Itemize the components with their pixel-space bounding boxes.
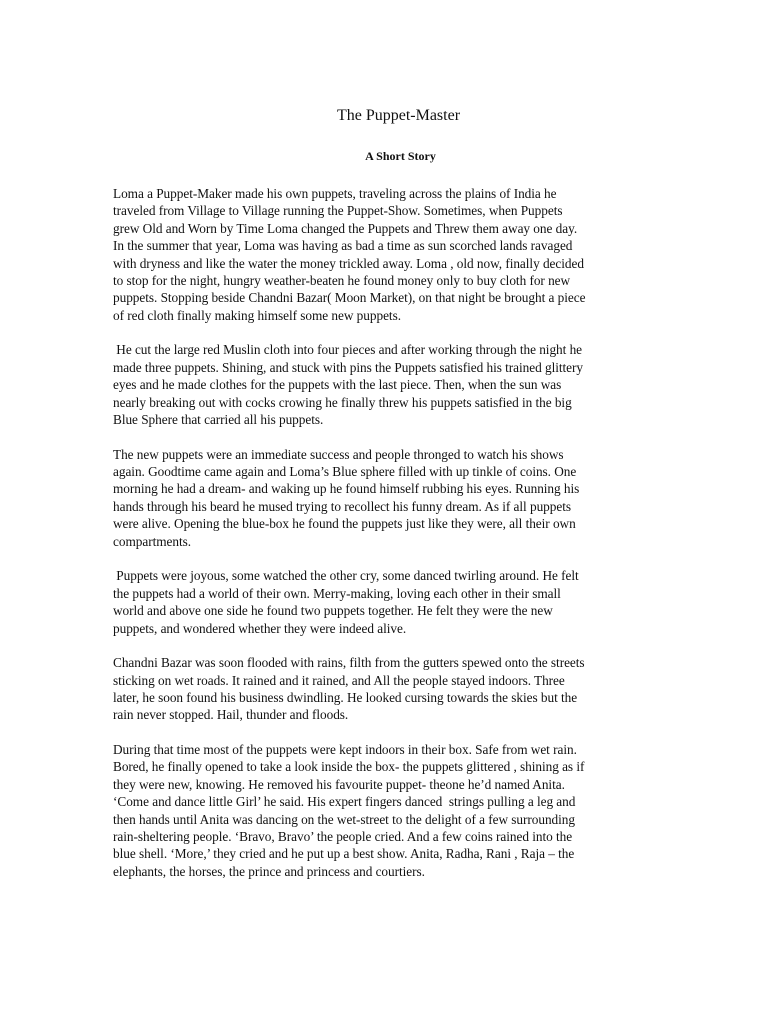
document-page [113,104,658,897]
paragraph [113,654,658,724]
text-line: then hands until Anita was dancing on the wet-street to the delight of a few surrounding [113,811,575,827]
text-line: were alive. Opening the blue-box he found the puppets just like they were, all their own [113,516,576,532]
text-line: sticking on wet roads. It rained and it rained, and All the people stayed indoors. Three [113,672,565,688]
text-line: Blue Sphere that carried all his puppets. [113,412,324,428]
story-title: The Puppet-Master [336,107,461,124]
text-line: compartments. [113,533,192,549]
text-line: Loma a Puppet-Maker made his own puppets, traveling across the plains of India he [113,186,557,201]
text-line: grew Old and Worn by Time Loma changed the Puppets and Threw them away one day. [113,220,578,236]
paragraph [113,341,658,428]
paragraph [113,185,658,324]
text-line: rain never stopped. Hail, thunder and floods. [113,707,349,723]
text-line: eyes and he made clothes for the puppets with the last piece. Then, when the sun was [113,377,562,393]
text-line: hands through his beard he mused trying to recollect his funny dream. As if all puppets [113,498,571,514]
text-line: they were new, knowing. He removed his favourite puppet- theone he’d named Anita. [113,776,565,792]
paragraph [113,567,658,637]
text-line: blue shell. ‘More,’ they cried and he put up a best show. Anita, Radha, Rani , Raja – the [113,846,575,862]
text-line: the puppets had a world of their own. Merry-making, loving each other in their small [113,585,561,601]
text-line: of red cloth finally making himself some new puppets. [113,307,401,323]
text-line: elephants, the horses, the prince and princess and courtiers. [113,863,425,879]
text-line: Chandni Bazar was soon flooded with rains, filth from the gutters spewed onto the streets [113,655,585,671]
text-line: puppets, and wondered whether they were indeed alive. [113,620,407,636]
text-line: to stop for the night, hungry weather-beaten he found money only to buy cloth for new [113,273,571,289]
text-line: During that time most of the puppets were kept indoors in their box. Safe from wet rain. [113,741,577,757]
text-line: Bored, he finally opened to take a look inside the box- the puppets glittered , shining as if [113,759,585,775]
text-line: The new puppets were an immediate success and people thronged to watch his shows [113,446,564,462]
text-line: puppets. Stopping beside Chandni Bazar( Moon Market), on that night be brought a piece [113,290,586,306]
text-line: ‘Come and dance little Girl’ he said. His expert fingers danced strings pulling a leg and [113,794,576,810]
text-line: later, he soon found his business dwindling. He looked cursing towards the skies but the [113,689,578,705]
text-line: with dryness and like the water the money trickled away. Loma , old now, finally decided [113,255,584,271]
text-line: rain-sheltering people. ‘Bravo, Bravo’ the people cried. And a few coins rained into the [113,828,573,844]
story-subtitle: A Short Story [365,149,436,163]
text-line: morning he had a dream- and waking up he found himself rubbing his eyes. Running his [113,481,580,497]
text-line: again. Goodtime came again and Loma’s Blue sphere filled with up tinkle of coins. One [113,464,577,480]
paragraph [113,741,658,880]
text-line: traveled from Village to Village running the Puppet-Show. Sometimes, when Puppets [113,203,563,219]
text-line: made three puppets. Shining, and stuck with pins the Puppets satisfied his trained glittery [113,359,584,375]
text-line: He cut the large red Muslin cloth into four pieces and after working through the night he [113,342,583,358]
paragraph [113,446,658,550]
text-line: nearly breaking out with cocks crowing he finally threw his puppets satisfied in the big [113,394,572,410]
text-line: In the summer that year, Loma was having as bad a time as sun scorched lands ravaged [113,238,573,254]
story-body [113,185,658,880]
text-line: Puppets were joyous, some watched the other cry, some danced twirling around. He felt [113,568,579,584]
text-line: world and above one side he found two puppets together. He felt they were the new [113,603,553,619]
